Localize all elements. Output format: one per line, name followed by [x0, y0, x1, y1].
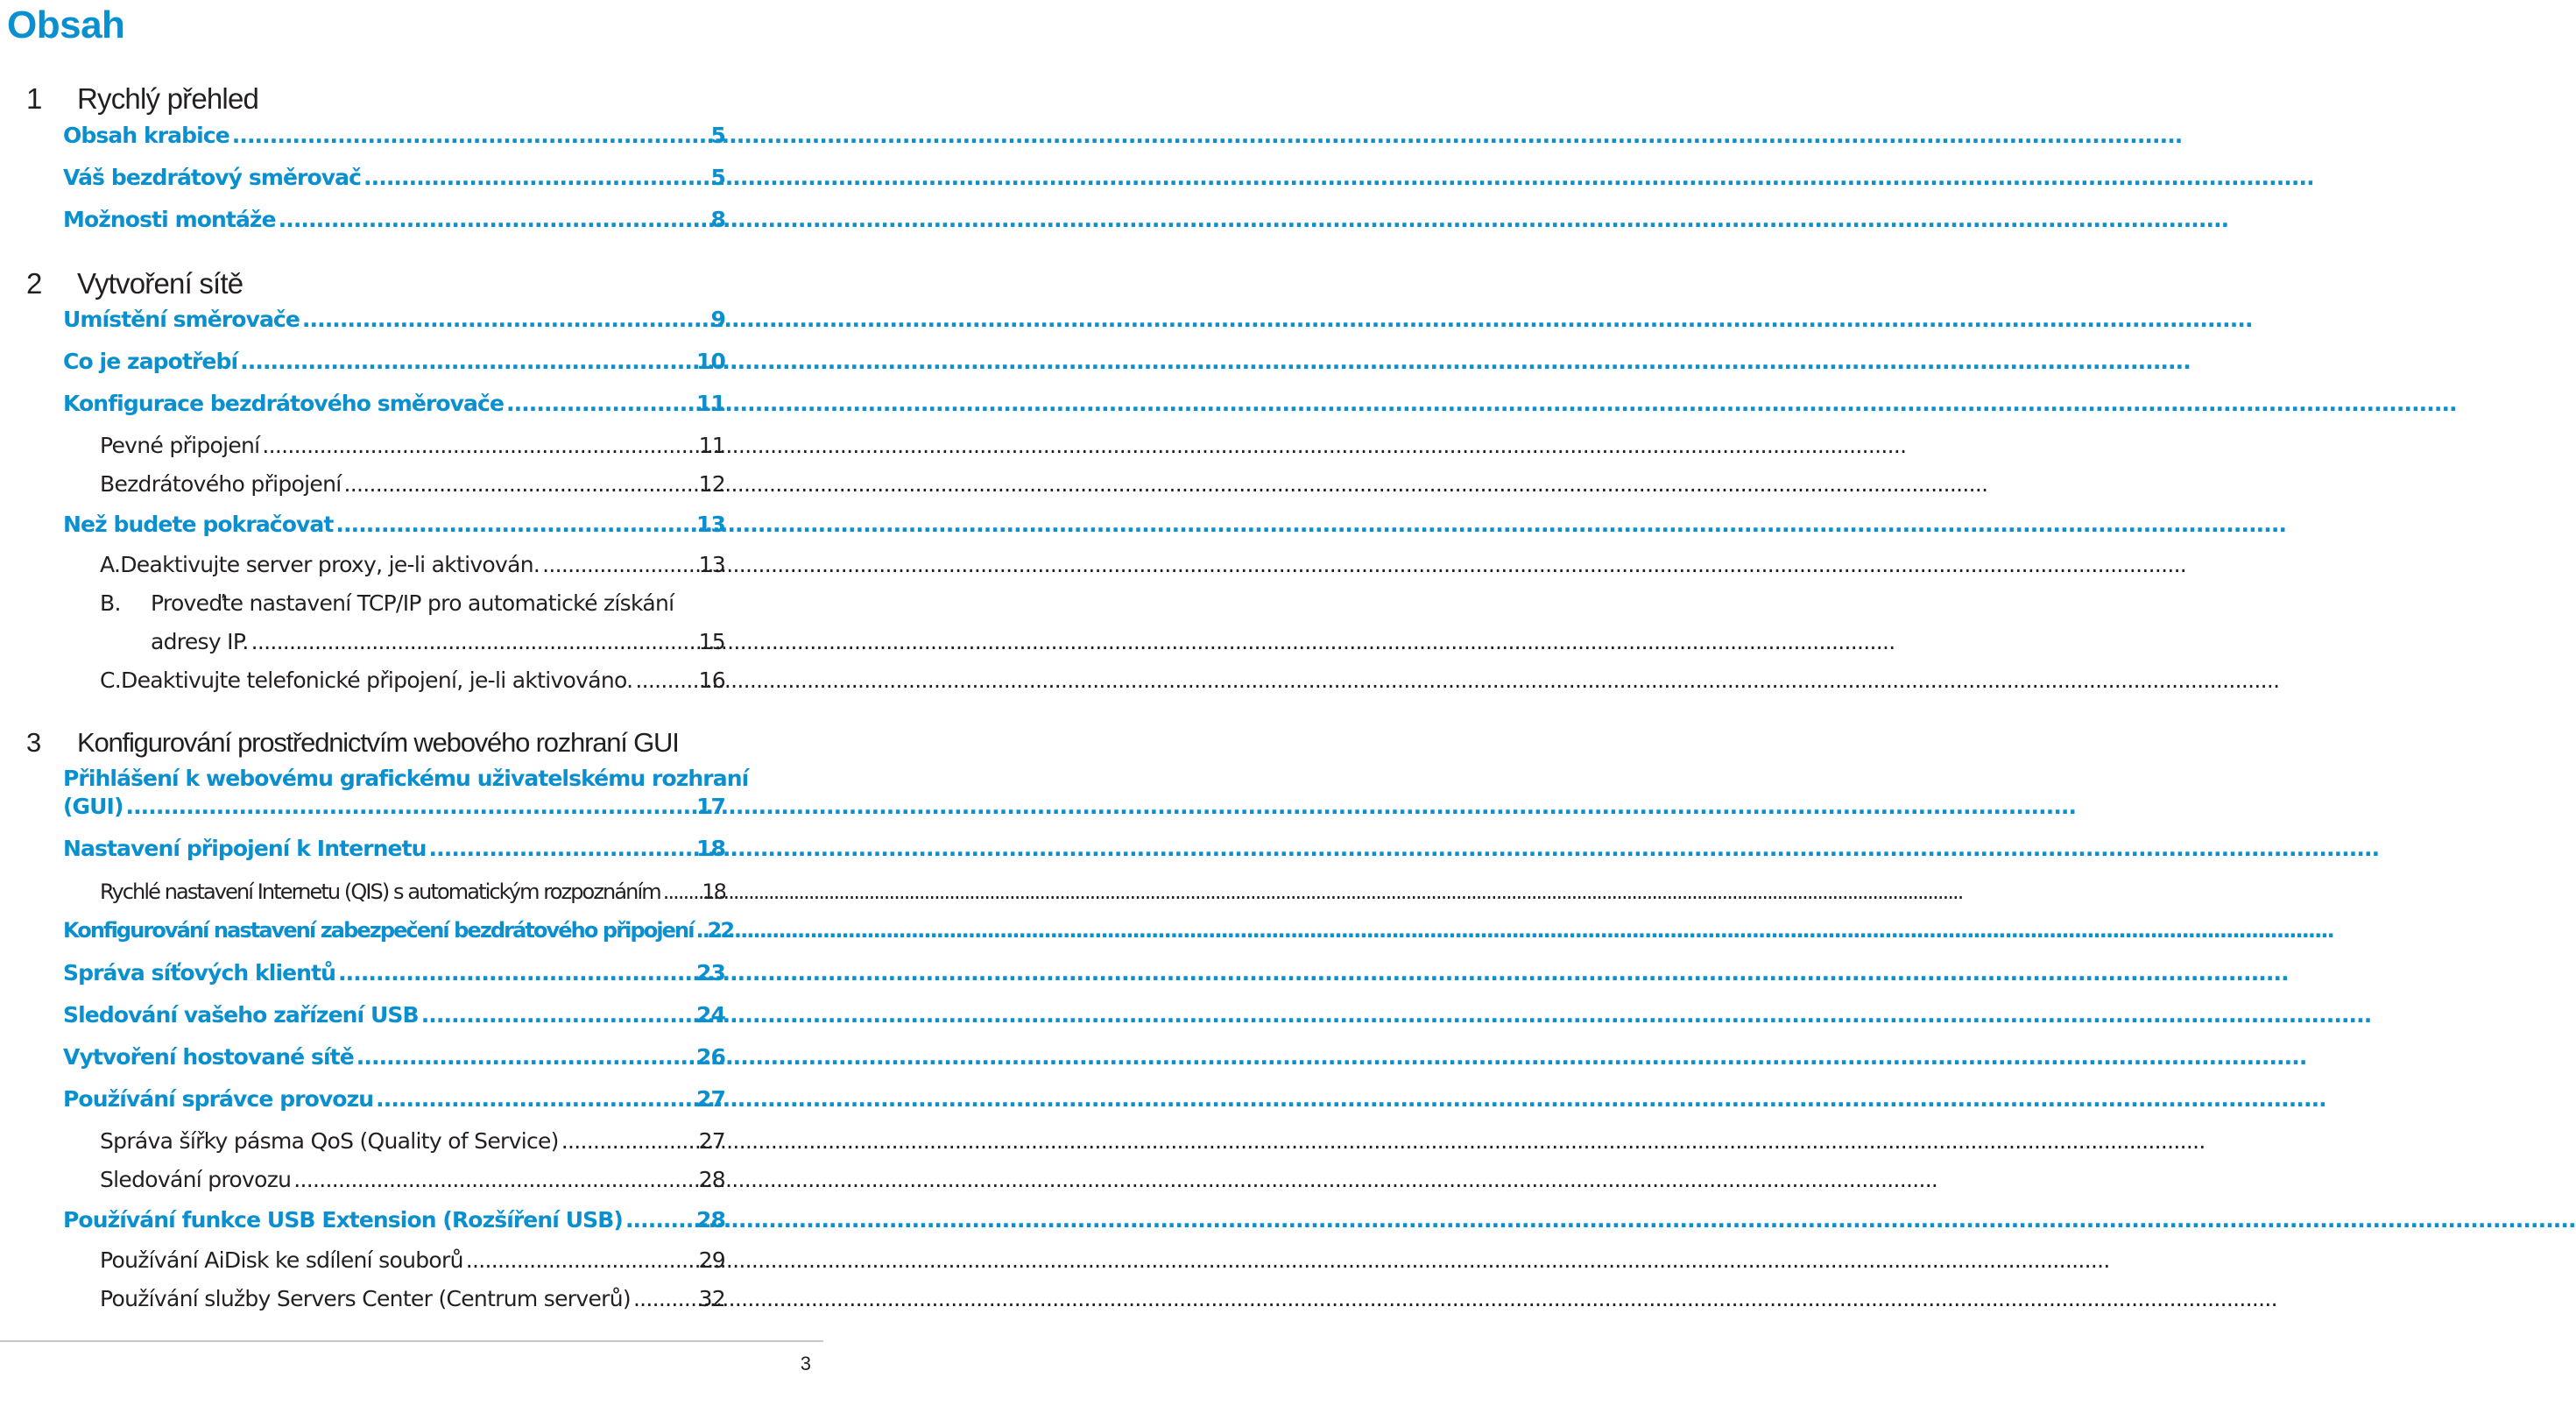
toc-entry-page: 28 — [696, 1207, 725, 1233]
toc-entry-title: Váš bezdrátový směrovač — [63, 165, 362, 190]
dot-leader — [335, 512, 694, 537]
toc-entry-page: 18 — [702, 880, 725, 904]
toc-entry[interactable] — [63, 307, 725, 332]
toc-subentry[interactable] — [100, 552, 725, 577]
toc-subentry[interactable] — [100, 1128, 725, 1154]
toc-entry-page: 24 — [696, 1002, 725, 1028]
toc-entry-page: 17 — [696, 794, 725, 819]
chapter-heading-2 — [26, 267, 243, 300]
dot-leader — [429, 836, 694, 861]
toc-entry-title-continued: (GUI) — [63, 794, 124, 819]
toc-entry-page: 9 — [710, 307, 725, 332]
chapter-heading-3 — [26, 727, 679, 759]
toc-entry-title: Obsah krabice — [63, 123, 229, 148]
toc-entry-title: Než budete pokračovat — [63, 512, 334, 537]
toc-entry-page: 13 — [696, 512, 725, 537]
toc-entry[interactable] — [63, 1002, 725, 1028]
toc-entry[interactable] — [63, 794, 725, 819]
toc-entry[interactable] — [63, 918, 734, 943]
toc-entry-title: Rychlé nastavení Internetu (QIS) s automatickým rozpoznáním — [100, 880, 660, 904]
toc-entry-title: Používání AiDisk ke sdílení souborů — [100, 1247, 463, 1273]
toc-entry[interactable] — [63, 960, 725, 986]
dot-leader — [561, 1128, 696, 1154]
toc-subentry[interactable] — [100, 1167, 725, 1192]
toc-subentry[interactable] — [100, 1247, 725, 1273]
dot-leader — [376, 1086, 694, 1112]
dot-leader — [279, 207, 709, 232]
toc-entry-letter: C. — [100, 668, 122, 693]
toc-entry-page: 13 — [698, 552, 725, 577]
dot-leader — [251, 629, 696, 654]
dot-leader — [240, 349, 694, 374]
toc-entry-page: 10 — [696, 349, 725, 374]
toc-entry[interactable] — [63, 165, 725, 190]
chapter-title: Konfigurování prostřednictvím webového rozhraní GUI — [77, 727, 679, 758]
toc-entry[interactable] — [63, 1086, 725, 1112]
dot-leader — [663, 880, 700, 904]
toc-entry[interactable] — [63, 512, 725, 537]
dot-leader — [293, 1167, 695, 1192]
toc-entry-page: 5 — [710, 165, 725, 190]
dot-leader — [363, 165, 708, 190]
toc-entry[interactable] — [63, 1207, 725, 1233]
toc-entry-title: Sledování provozu — [100, 1167, 292, 1192]
toc-entry-page: 18 — [696, 836, 725, 861]
toc-entry-title: Konfigurace bezdrátového směrovače — [63, 391, 505, 416]
toc-entry[interactable] — [63, 123, 725, 148]
toc-entry-title: Používání služby Servers Center (Centrum serverů) — [100, 1286, 631, 1311]
dot-leader — [506, 391, 694, 416]
toc-entry-title: Správa šířky pásma QoS (Quality of Service) — [100, 1128, 559, 1154]
chapter-title: Vytvoření sítě — [77, 267, 243, 300]
toc-entry-page: 29 — [698, 1247, 725, 1273]
dot-leader — [542, 552, 695, 577]
chapter-number: 2 — [26, 267, 42, 300]
toc-entry[interactable] — [63, 836, 725, 861]
toc-entry-page: 27 — [696, 1086, 725, 1112]
dot-leader — [421, 1002, 694, 1028]
toc-entry-title: Umístění směrovače — [63, 307, 300, 332]
dot-leader — [633, 1286, 696, 1311]
dot-leader — [262, 433, 695, 458]
toc-entry-first-line[interactable]: Přihlášení k webovému grafickému uživatelskému rozhraní — [63, 766, 749, 791]
dot-leader — [625, 1207, 694, 1233]
toc-entry-title: Správa síťových klientů — [63, 960, 336, 986]
toc-entry-letter: B. — [100, 590, 121, 616]
dot-leader — [356, 1044, 694, 1070]
toc-entry-title: Deaktivujte telefonické připojení, je-li aktivováno. — [121, 668, 633, 693]
toc-entry-title: Proveďte nastavení TCP/IP pro automatické získání — [151, 590, 674, 616]
dot-leader — [302, 307, 709, 332]
chapter-title: Rychlý přehled — [77, 82, 259, 115]
toc-subentry[interactable] — [100, 880, 725, 904]
dot-leader — [635, 668, 695, 693]
toc-subentry-first-line[interactable] — [100, 590, 674, 616]
toc-entry-title: Možnosti montáže — [63, 207, 276, 232]
dot-leader — [232, 123, 709, 148]
toc-entry-page: 15 — [698, 629, 725, 654]
toc-subentry[interactable] — [151, 629, 725, 654]
chapter-number: 3 — [26, 727, 41, 758]
dot-leader — [696, 918, 705, 943]
dot-leader — [338, 960, 694, 986]
toc-entry-page: 12 — [698, 471, 725, 497]
toc-entry-page: 11 — [696, 391, 725, 416]
toc-entry-letter: A. — [100, 552, 121, 577]
toc-entry-title: Sledování vašeho zařízení USB — [63, 1002, 419, 1028]
page-title: Obsah — [7, 4, 125, 46]
toc-entry-page: 11 — [698, 433, 725, 458]
toc-entry-title-continued: adresy IP. — [151, 629, 249, 654]
chapter-number: 1 — [26, 82, 42, 115]
toc-entry-page: 27 — [698, 1128, 725, 1154]
toc-entry-title: Bezdrátového připojení — [100, 471, 342, 497]
toc-entry-title: Používání správce provozu — [63, 1086, 374, 1112]
page-number: 3 — [800, 1353, 811, 1374]
footer-divider — [0, 1340, 823, 1342]
dot-leader — [343, 471, 695, 497]
toc-entry[interactable] — [63, 391, 725, 416]
toc-entry-page: 22 — [707, 918, 734, 943]
toc-entry-page: 23 — [696, 960, 725, 986]
toc-entry-title: Co je zapotřebí — [63, 349, 238, 374]
toc-entry[interactable] — [63, 207, 725, 232]
toc-entry-page: 8 — [710, 207, 725, 232]
toc-entry-title: Konfigurování nastavení zabezpečení bezdrátového připojení — [63, 918, 694, 943]
toc-entry-page: 5 — [710, 123, 725, 148]
toc-entry-page: 28 — [698, 1167, 725, 1192]
toc-subentry[interactable] — [100, 471, 725, 497]
toc-entry-title: Používání funkce USB Extension (Rozšíření USB) — [63, 1207, 623, 1233]
chapter-heading-1 — [26, 82, 258, 116]
toc-subentry[interactable] — [100, 668, 725, 693]
toc-entry-title: Vytvoření hostované sítě — [63, 1044, 354, 1070]
toc-entry-page: 32 — [698, 1286, 725, 1311]
toc-entry-page: 26 — [696, 1044, 725, 1070]
toc-entry-page: 16 — [698, 668, 725, 693]
toc-subentry[interactable] — [100, 433, 725, 458]
toc-entry[interactable] — [63, 1044, 725, 1070]
dot-leader — [466, 1247, 696, 1273]
toc-entry-title: Deaktivujte server proxy, je-li aktivován. — [120, 552, 540, 577]
toc-entry-title: Pevné připojení — [100, 433, 260, 458]
toc-subentry[interactable] — [100, 1286, 725, 1311]
dot-leader — [125, 794, 694, 819]
toc-entry-title: Nastavení připojení k Internetu — [63, 836, 427, 861]
toc-entry[interactable] — [63, 349, 725, 374]
